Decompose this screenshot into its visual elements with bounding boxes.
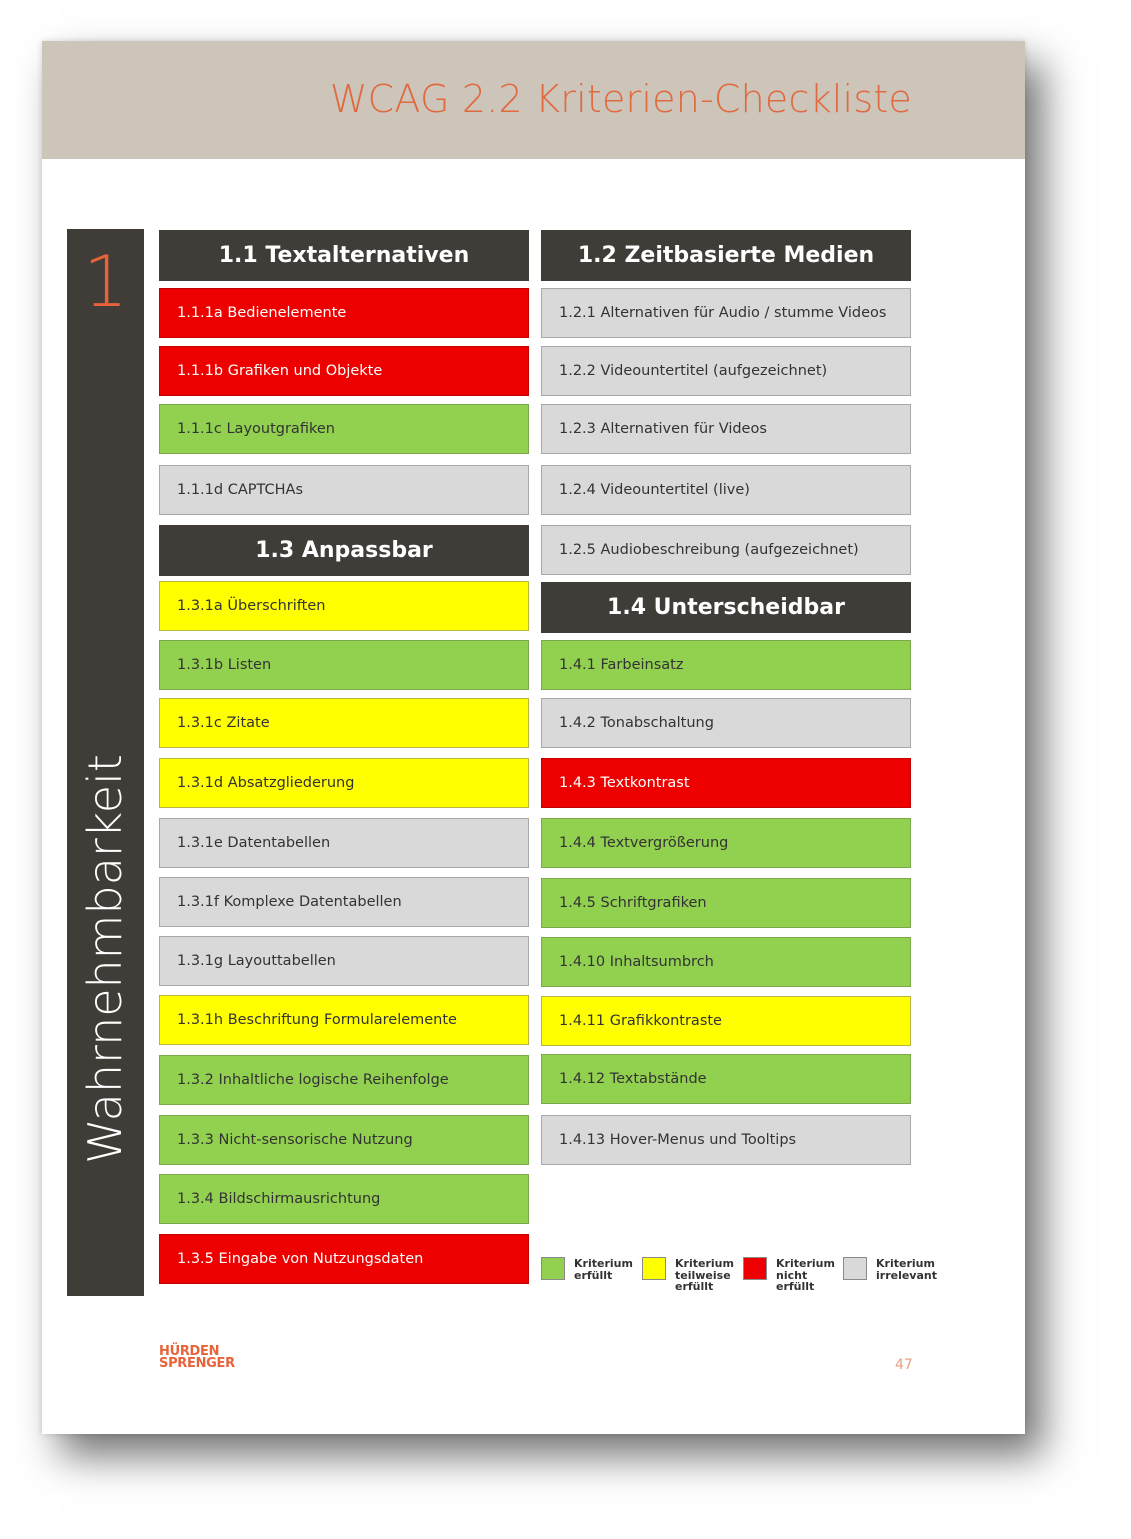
logo-line-1: HÜRDEN bbox=[159, 1344, 220, 1359]
criterion-1-1-1c: 1.1.1c Layoutgrafiken bbox=[159, 404, 529, 454]
criterion-1-3-1e: 1.3.1e Datentabellen bbox=[159, 818, 529, 868]
legend-label: Kriterium irrelevant bbox=[876, 1257, 937, 1282]
criterion-1-2-2: 1.2.2 Videountertitel (aufgezeichnet) bbox=[541, 346, 911, 396]
criterion-1-4-3: 1.4.3 Textkontrast bbox=[541, 758, 911, 808]
criterion-1-4-4: 1.4.4 Textvergrößerung bbox=[541, 818, 911, 868]
legend-label: Kriterium teilweise erfüllt bbox=[675, 1257, 734, 1293]
legend-swatch-grey bbox=[843, 1257, 867, 1280]
criterion-1-4-10: 1.4.10 Inhaltsumbrch bbox=[541, 937, 911, 987]
criterion-1-3-1f: 1.3.1f Komplexe Datentabellen bbox=[159, 877, 529, 927]
criterion-1-3-5: 1.3.5 Eingabe von Nutzungsdaten bbox=[159, 1234, 529, 1284]
page-title: WCAG 2.2 Kriterien-Checkliste bbox=[329, 77, 912, 121]
criterion-1-1-1a: 1.1.1a Bedienelemente bbox=[159, 288, 529, 338]
criterion-1-4-2: 1.4.2 Tonabschaltung bbox=[541, 698, 911, 748]
criterion-1-3-3: 1.3.3 Nicht-sensorische Nutzung bbox=[159, 1115, 529, 1165]
criterion-1-1-1d: 1.1.1d CAPTCHAs bbox=[159, 465, 529, 515]
chapter-label: Wahrnehmbarkeit bbox=[78, 754, 132, 1164]
criterion-1-1-1b: 1.1.1b Grafiken und Objekte bbox=[159, 346, 529, 396]
section-heading-1-3: 1.3 Anpassbar bbox=[159, 525, 529, 576]
legend-label: Kriterium erfüllt bbox=[574, 1257, 633, 1282]
criterion-1-4-5: 1.4.5 Schriftgrafiken bbox=[541, 878, 911, 928]
criterion-1-3-4: 1.3.4 Bildschirmausrichtung bbox=[159, 1174, 529, 1224]
criterion-1-3-1c: 1.3.1c Zitate bbox=[159, 698, 529, 748]
criterion-1-4-13: 1.4.13 Hover-Menus und Tooltips bbox=[541, 1115, 911, 1165]
brand-logo bbox=[159, 1346, 235, 1370]
header-band bbox=[42, 41, 1025, 159]
section-heading-1-2: 1.2 Zeitbasierte Medien bbox=[541, 230, 911, 281]
section-heading-1-1: 1.1 Textalternativen bbox=[159, 230, 529, 281]
legend-label: Kriterium nicht erfüllt bbox=[776, 1257, 835, 1293]
criterion-1-4-11: 1.4.11 Grafikkontraste bbox=[541, 996, 911, 1046]
criterion-1-3-1g: 1.3.1g Layouttabellen bbox=[159, 936, 529, 986]
criterion-1-2-1: 1.2.1 Alternativen für Audio / stumme Videos bbox=[541, 288, 911, 338]
criterion-1-3-1d: 1.3.1d Absatzgliederung bbox=[159, 758, 529, 808]
criterion-1-3-1h: 1.3.1h Beschriftung Formularelemente bbox=[159, 995, 529, 1045]
chapter-number: 1 bbox=[83, 241, 128, 323]
criterion-1-4-1: 1.4.1 Farbeinsatz bbox=[541, 640, 911, 690]
page-number: 47 bbox=[895, 1357, 913, 1373]
legend-swatch-green bbox=[541, 1257, 565, 1280]
section-heading-1-4: 1.4 Unterscheidbar bbox=[541, 582, 911, 633]
criterion-1-3-1a: 1.3.1a Überschriften bbox=[159, 581, 529, 631]
criterion-1-2-5: 1.2.5 Audiobeschreibung (aufgezeichnet) bbox=[541, 525, 911, 575]
criterion-1-3-2: 1.3.2 Inhaltliche logische Reihenfolge bbox=[159, 1055, 529, 1105]
criterion-1-2-3: 1.2.3 Alternativen für Videos bbox=[541, 404, 911, 454]
logo-line-2: SPRENGER bbox=[159, 1356, 235, 1371]
criterion-1-3-1b: 1.3.1b Listen bbox=[159, 640, 529, 690]
legend-swatch-yellow bbox=[642, 1257, 666, 1280]
document-page bbox=[42, 41, 1025, 1434]
chapter-sidebar bbox=[67, 229, 144, 1296]
criterion-1-4-12: 1.4.12 Textabstände bbox=[541, 1054, 911, 1104]
criterion-1-2-4: 1.2.4 Videountertitel (live) bbox=[541, 465, 911, 515]
legend-swatch-red bbox=[743, 1257, 767, 1280]
